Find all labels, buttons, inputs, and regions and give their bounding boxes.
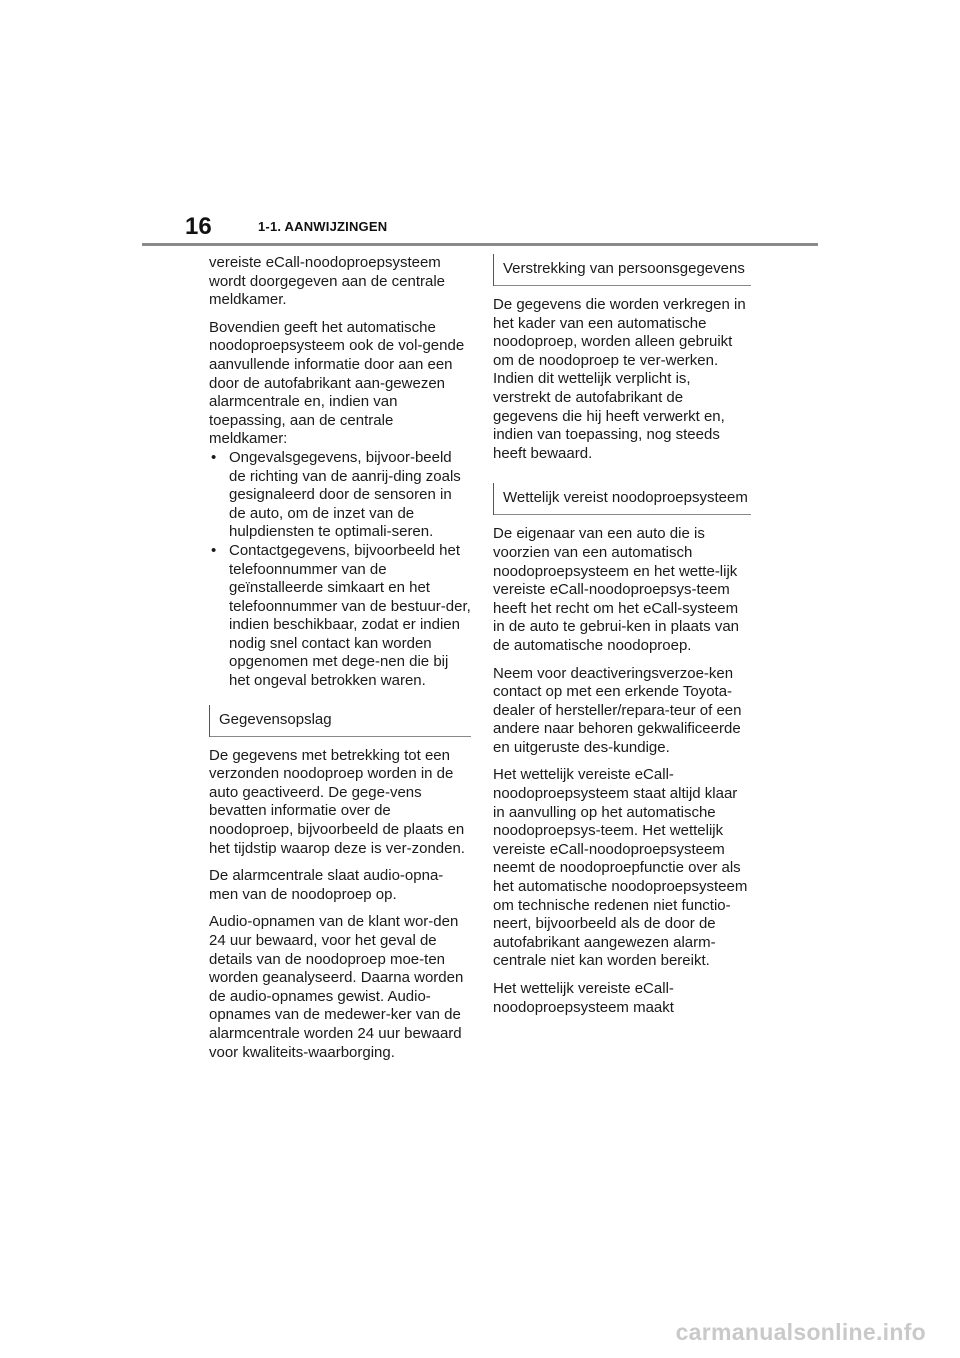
paragraph-audio-stored: De alarmcentrale slaat audio-opna-men van de noodoproep op.: [209, 867, 444, 903]
watermark: carmanualsonline.info: [675, 1319, 926, 1345]
subheading-rule: [494, 285, 751, 286]
paragraph-always-ready: Het wettelijk vereiste eCall-noodoproepsysteem staat altijd klaar in aanvulling op het automatische noodoproepsys-teem. Het wettelijk vereiste eCall-noodoproepsysteem neemt de noodoproepfunctie over als het automatische noodoproepsysteem om technische redenen niet functio-neert, bijvoorbeeld als de door de autofabrikant aangewezen alarm-centrale niet kan worden bereikt.: [493, 766, 748, 970]
paragraph-ecall-forwarded: vereiste eCall-noodoproepsysteem wordt doorgegeven aan de centrale meldkamer.: [209, 254, 446, 309]
page-number: 16: [185, 213, 212, 240]
list-item-text: Ongevalsgegevens, bijvoor-beeld de richting van de aanrij-ding zoals gesignaleerd door de sensoren in de auto, om de inzet van de hulpdiensten te optimali-seren.: [229, 448, 461, 541]
list-item: [209, 542, 471, 691]
subheading-text: Wettelijk vereist noodoproepsysteem: [503, 489, 748, 507]
header-rule: [142, 243, 818, 246]
section-title: 1-1. AANWIJZINGEN: [258, 219, 388, 234]
bullet-icon: •: [211, 541, 217, 559]
subheading-wettelijk: [493, 483, 751, 515]
list-item-text: Contactgegevens, bijvoorbeeld het telefoonnummer van de geïnstalleerde simkaart en het telefoonnummer van de bestuur-der, indien beschikbaar, zodat er indien nodig snel contact kan worden opgenomen met dege-nen die bij het ongeval betrokken waren.: [229, 541, 471, 690]
paragraph-audio-retention: Audio-opnamen van de klant wor-den 24 uur bewaard, voor het geval de details van de noodoproep moe-ten worden geanalyseerd. Daarna worden de audio-opnames gewist. Audio-opnames van de medewer-ker van de alarmcentrale worden 24 uur bewaard voor kwaliteits-waarborging.: [209, 913, 464, 1061]
paragraph-data-usage: De gegevens die worden verkregen in het kader van een automatische noodoproep, worden alleen gebruikt om de noodoproep te ver-werken. Indien dit wettelijk verplicht is, verstrekt de autofabrikant de gegevens die hij heeft verwerkt en, indien van toepassing, nog steeds heeft bewaard.: [493, 296, 746, 462]
bullet-icon: •: [211, 448, 217, 466]
paragraph-owner-rights: De eigenaar van een auto die is voorzien van een automatisch noodoproepsysteem en het wette-lijk vereiste eCall-noodoproepsys-teem heeft het recht om het eCall-systeem in de auto te gebrui-ken in plaats van de automatische noodoproep.: [493, 525, 739, 654]
list-item: [209, 449, 471, 542]
bullet-list: [209, 449, 471, 691]
right-column: [493, 254, 751, 1026]
paragraph-data-activated: De gegevens met betrekking tot een verzonden noodoproep worden in de auto geactiveerd. De gege-vens bevatten informatie over de noodoproep, bijvoorbeeld de plaats en het tijdstip waarop deze is ver-zonden.: [209, 746, 465, 857]
subheading-verstrekking: [493, 254, 751, 286]
paragraph-additional-info: Bovendien geeft het automatische noodoproepsysteem ook de vol-gende aanvullende informatie door aan een door de autofabrikant aan-gewezen alarmcentrale en, indien van toepassing, aan de centrale meldkamer:: [209, 318, 465, 448]
subheading-gegevensopslag: [209, 705, 471, 737]
subheading-rule: [494, 514, 751, 515]
paragraph-deactivation: Neem voor deactiveringsverzoe-ken contact op met een erkende Toyota-dealer of hersteller/repara-teur of een andere naar behoren gekwalificeerde en uitgeruste des-kundige.: [493, 664, 742, 756]
subheading-text: Verstrekking van persoonsgegevens: [503, 260, 745, 277]
subheading-rule: [210, 736, 471, 737]
paragraph-continues: Het wettelijk vereiste eCall-noodoproepsysteem maakt: [493, 980, 674, 1016]
subheading-text: Gegevensopslag: [219, 710, 332, 728]
left-column: [209, 254, 471, 1071]
